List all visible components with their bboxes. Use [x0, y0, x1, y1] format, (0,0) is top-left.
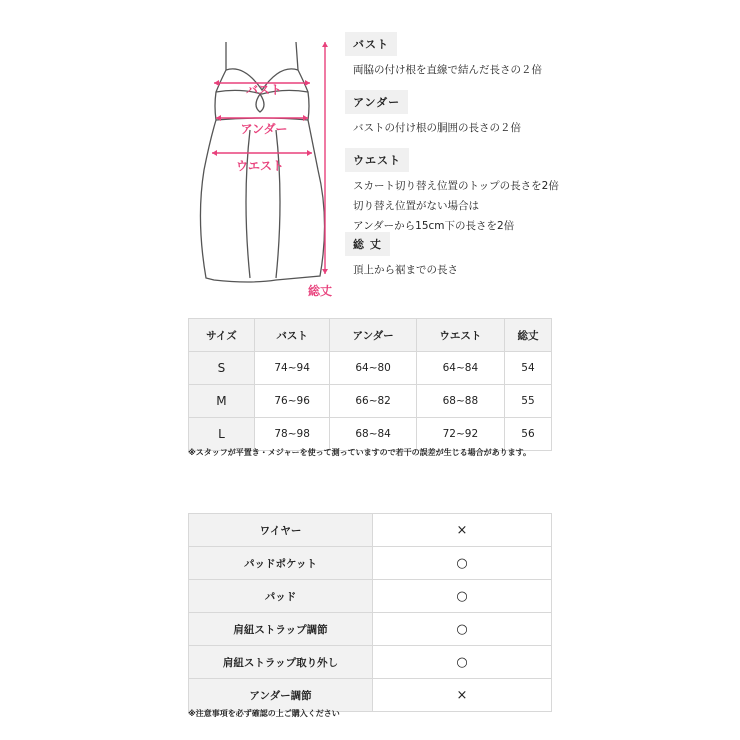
waist-cell: 72~92: [416, 418, 504, 451]
feature-value: ○: [373, 547, 552, 580]
measure-tag-bust: バスト: [345, 32, 397, 56]
measure-bust: [345, 32, 725, 80]
measure-tag-waist: ウエスト: [345, 148, 409, 172]
waist-cell: 68~88: [416, 385, 504, 418]
measure-desc-length: 頂上から裾までの長さ: [353, 264, 458, 276]
measure-under: [345, 90, 725, 138]
feature-name: パッドポケット: [189, 547, 373, 580]
table-row: [189, 580, 552, 613]
measure-desc-waist: スカート切り替え位置のトップの長さを2倍 切り替え位置がない場合は アンダーから15cm下の長さを2倍: [353, 180, 559, 232]
feature-value: ○: [373, 580, 552, 613]
measure-tag-under: アンダー: [345, 90, 408, 114]
length-cell: 54: [504, 352, 551, 385]
size-cell: S: [189, 352, 255, 385]
measure-waist: [345, 148, 725, 236]
measure-length: [345, 232, 725, 280]
table-row: [189, 385, 552, 418]
waist-cell: 64~84: [416, 352, 504, 385]
under-line: [216, 115, 308, 121]
waist-line: [212, 150, 312, 156]
under-cell: 64~80: [330, 352, 416, 385]
waist-label: ウエスト: [235, 159, 285, 173]
measure-desc-bust: 両脇の付け根を直線で結んだ長さの２倍: [353, 64, 542, 76]
header-length: 総丈: [504, 319, 551, 352]
measure-tag-length: 総 丈: [345, 232, 390, 256]
feature-name: パッド: [189, 580, 373, 613]
bust-cell: 78~98: [254, 418, 329, 451]
bust-cell: 74~94: [254, 352, 329, 385]
table-row: [189, 646, 552, 679]
under-cell: 66~82: [330, 385, 416, 418]
feature-name: 肩紐ストラップ取り外し: [189, 646, 373, 679]
size-note: ※スタッフが平置き・メジャーを使って測っていますので若干の誤差が生じる場合があります。: [188, 448, 531, 457]
feature-value: ○: [373, 613, 552, 646]
bust-label: バスト: [245, 83, 283, 97]
measure-desc-under: バストの付け根の胴囲の長さの２倍: [353, 122, 521, 134]
header-under: アンダー: [330, 319, 416, 352]
garment-diagram: [180, 30, 340, 305]
feature-name: 肩紐ストラップ調節: [189, 613, 373, 646]
header-size: サイズ: [189, 319, 255, 352]
table-row: [189, 514, 552, 547]
table-row: [189, 679, 552, 712]
table-row: [189, 613, 552, 646]
table-row: [189, 352, 552, 385]
feature-value: ○: [373, 646, 552, 679]
length-line: [322, 42, 328, 274]
feature-table: [188, 513, 552, 712]
under-label: アンダー: [240, 122, 288, 136]
size-table: [188, 318, 552, 451]
bust-cell: 76~96: [254, 385, 329, 418]
feature-value: ×: [373, 679, 552, 712]
size-cell: L: [189, 418, 255, 451]
feature-name: ワイヤー: [189, 514, 373, 547]
feature-note: ※注意事項を必ず確認の上ご購入ください: [188, 709, 340, 718]
header-bust: バスト: [254, 319, 329, 352]
feature-name: アンダー調節: [189, 679, 373, 712]
table-row: [189, 418, 552, 451]
length-cell: 55: [504, 385, 551, 418]
size-table-header: [189, 319, 552, 352]
header-waist: ウエスト: [416, 319, 504, 352]
length-label: 総丈: [307, 284, 333, 298]
under-cell: 68~84: [330, 418, 416, 451]
size-cell: M: [189, 385, 255, 418]
table-row: [189, 547, 552, 580]
feature-value: ×: [373, 514, 552, 547]
length-cell: 56: [504, 418, 551, 451]
